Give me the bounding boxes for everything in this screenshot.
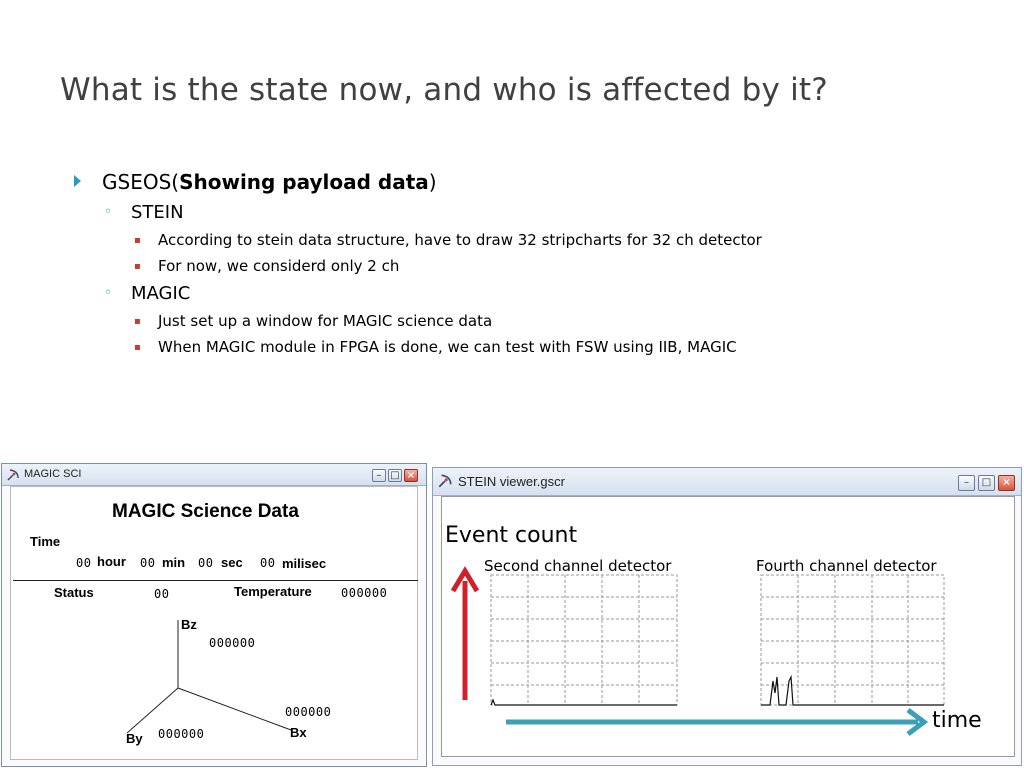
stein-window-title: STEIN viewer.gscr	[458, 474, 565, 489]
bullet-stein: STEIN	[131, 202, 184, 223]
stripchart-second-channel-trace	[491, 700, 677, 705]
magic-titlebar[interactable]	[2, 464, 426, 486]
gseos-prefix: GSEOS(	[102, 170, 180, 194]
close-button[interactable]	[404, 469, 418, 482]
bx-value: 000000	[285, 705, 332, 719]
close-icon: ×	[1002, 477, 1011, 488]
bullet-stein-item: For now, we considerd only 2 ch	[158, 257, 400, 275]
stein-viewer-window[interactable]	[432, 467, 1022, 766]
bullet-circle-icon: ◦	[104, 204, 113, 220]
red-up-arrow-icon	[453, 571, 477, 700]
status-value: 00	[154, 587, 170, 601]
magic-panel	[10, 486, 418, 760]
by-axis-label: By	[126, 731, 143, 746]
chart1-title: Second channel detector	[484, 557, 672, 575]
sec-label: sec	[221, 555, 243, 570]
event-count-annotation: Event count	[445, 523, 578, 548]
stripchart-second-channel	[491, 575, 677, 705]
by-value: 000000	[158, 727, 205, 741]
bullet-magic-item: Just set up a window for MAGIC science data	[158, 312, 493, 330]
sec-value: 00	[198, 556, 214, 570]
bullet-square-icon: ▪	[134, 261, 141, 272]
stripchart-fourth-channel-trace	[761, 677, 944, 705]
close-icon: ×	[406, 470, 416, 481]
maximize-button[interactable]	[388, 469, 402, 482]
minimize-button[interactable]	[372, 469, 386, 482]
time-annotation: time	[932, 708, 982, 733]
temperature-value: 000000	[341, 586, 388, 600]
magnetic-axes-diagram	[11, 487, 417, 759]
bullet-gseos	[102, 170, 437, 194]
maximize-button[interactable]	[978, 475, 995, 491]
satellite-dish-icon	[6, 468, 20, 482]
temperature-label: Temperature	[234, 584, 312, 599]
magic-sci-window[interactable]	[1, 463, 427, 767]
chart2-title: Fourth channel detector	[756, 557, 937, 575]
close-button[interactable]	[998, 475, 1015, 491]
magic-window-title: MAGIC SCI	[24, 468, 82, 480]
hour-label: hour	[97, 554, 126, 569]
bullet-triangle-icon	[74, 175, 81, 187]
min-label: min	[162, 555, 186, 570]
magic-heading: MAGIC Science Data	[112, 501, 299, 522]
bullet-square-icon: ▪	[134, 342, 141, 353]
minimize-icon: –	[376, 470, 382, 481]
hour-value: 00	[76, 556, 92, 570]
maximize-icon: □	[390, 470, 400, 481]
bullet-square-icon: ▪	[134, 316, 141, 327]
bullet-stein-item: According to stein data structure, have to draw 32 stripcharts for 32 ch detector	[158, 231, 762, 249]
status-label: Status	[54, 585, 94, 600]
bz-axis-label: Bz	[181, 617, 197, 632]
bz-value: 000000	[209, 636, 256, 650]
teal-right-arrow-icon	[506, 710, 924, 734]
bullet-magic: MAGIC	[131, 283, 191, 304]
gseos-suffix: )	[428, 170, 437, 194]
stripcharts	[442, 497, 1014, 756]
milisec-label: milisec	[282, 556, 327, 571]
stein-panel	[441, 496, 1015, 757]
bx-axis-label: Bx	[290, 725, 307, 740]
bullet-magic-item: When MAGIC module in FPGA is done, we can test with FSW using IIB, MAGIC	[158, 338, 737, 356]
bullet-square-icon: ▪	[134, 235, 141, 246]
milisec-value: 00	[260, 556, 276, 570]
minimize-icon: –	[964, 477, 969, 488]
minimize-button[interactable]	[958, 475, 975, 491]
bullet-circle-icon: ◦	[104, 285, 113, 301]
gseos-emphasis: Showing payload data	[179, 170, 429, 194]
stein-titlebar[interactable]	[433, 468, 1021, 496]
maximize-icon: □	[981, 477, 992, 488]
satellite-dish-icon	[437, 473, 453, 489]
slide-title: What is the state now, and who is affected by it?	[60, 72, 828, 108]
min-value: 00	[140, 556, 156, 570]
time-label: Time	[30, 534, 61, 549]
